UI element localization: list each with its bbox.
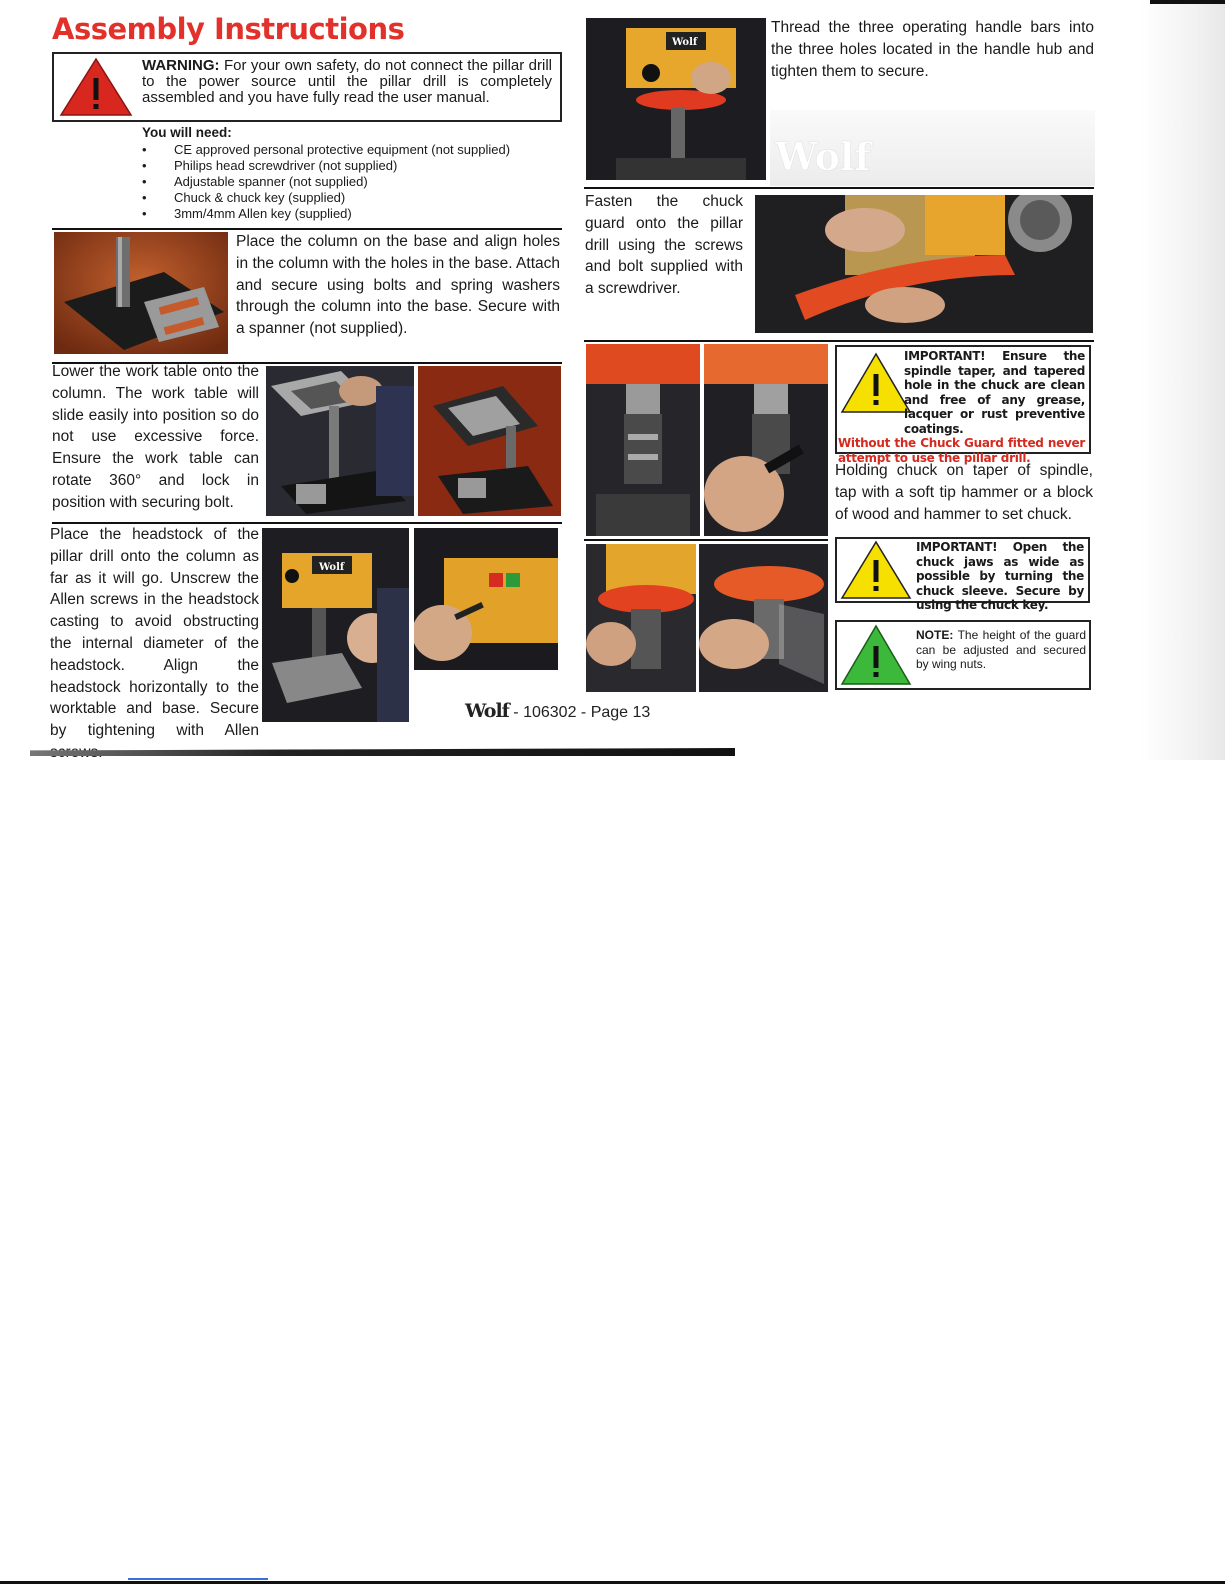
important-1-label: IMPORTANT! (904, 349, 986, 363)
page-bottom-border (0, 1581, 1225, 1584)
note-triangle-icon (840, 624, 912, 686)
photo-chuck-4 (699, 544, 828, 692)
photo-chuck-1 (586, 344, 700, 536)
page-footer (465, 700, 650, 722)
photo-column-base (54, 232, 228, 354)
photo-work-table-2 (418, 366, 561, 516)
requirements-title: You will need: (142, 125, 232, 140)
photo-brand-label: Wolf (319, 562, 345, 573)
requirement-item: • CE approved personal protective equipment (not supplied) (142, 142, 510, 158)
photo-handles (586, 18, 766, 180)
divider (584, 539, 828, 541)
footer-brand-logo: Wolf (465, 700, 509, 722)
important-note-2 (916, 540, 1084, 613)
requirement-item: • Philips head screwdriver (not supplied) (142, 158, 510, 174)
warning-triangle-icon (58, 56, 134, 118)
page-title: Assembly Instructions (52, 12, 405, 46)
step-table-text: Lower the work table onto the column. The work table will slide easily into position so do not use excessive force. Ensure the work table can rotate 360° and lock in position with securing bolt. (52, 363, 259, 511)
important-1-content (838, 349, 1085, 436)
photo-work-table-1 (266, 366, 414, 516)
note-body: The height of the guard can be adjusted and secured by wing nuts. (916, 628, 1087, 671)
warning-label: WARNING: (142, 57, 220, 74)
photo-headstock-2 (414, 528, 558, 670)
requirement-item: • Chuck & chuck key (supplied) (142, 190, 510, 206)
important-note-1 (838, 349, 1085, 465)
important-1-text: Ensure the spindle taper, and tapered hole in the chuck are clean and free of any grease, lacquer or rust preventive coatings. (904, 349, 1085, 436)
scan-artifact-line (128, 1578, 268, 1580)
photo-chuck-2 (704, 344, 828, 536)
warning-body: For your own safety, do not connect the pillar drill to the power source until the pillar drill is completely assembled and you have fully read the user manual. (142, 57, 553, 106)
step-guard-text: Fasten the chuck guard onto the pillar drill using the screws and bolt supplied with a screwdriver. (585, 193, 743, 298)
photo-drill-background (770, 110, 1095, 186)
requirement-item: • Adjustable spanner (not supplied) (142, 174, 510, 190)
divider (584, 187, 1094, 189)
step-column-text: Place the column on the base and align holes in the column with the holes in the base. Attach and secure using bolts and spring washers through the column into the base. Secure with a spanner (not supplied). (236, 233, 560, 338)
important-1-red-text: Without the Chuck Guard fitted never attempt to use the pillar drill. (838, 436, 1085, 465)
warning-text (142, 58, 552, 106)
photo-chuck-guard (755, 195, 1093, 333)
note-label: NOTE: (916, 628, 954, 642)
important-2-label: IMPORTANT! (916, 540, 998, 554)
divider (52, 228, 562, 230)
photo-brand-label: Wolf (775, 134, 871, 179)
important-2-text: Open the chuck jaws as wide as possible by turning the chuck sleeve. Secure by using the chuck key. (916, 540, 1084, 612)
requirements-list (142, 142, 510, 222)
step-headstock-text: Place the headstock of the pillar drill onto the column as far as it will go. Unscrew the Allen screws in the headstock casting to avoid obstructing the internal diameter of the headstock. Align the headstock horizontally to the worktable and base. Secure by tightening with Allen (50, 526, 259, 740)
step-handles-text: Thread the three operating handle bars into the three holes located in the handle hub and tighten them to secure. (771, 19, 1094, 80)
divider (584, 340, 1094, 342)
caution-triangle-icon (840, 540, 912, 600)
footer-page-info: - 106302 - Page 13 (508, 704, 651, 721)
requirement-item: • 3mm/4mm Allen key (supplied) (142, 206, 510, 222)
step-chuck-text: Holding chuck on taper of spindle, tap with a soft tip hammer or a block of wood and hammer to set chuck. (835, 462, 1093, 523)
photo-brand-label: Wolf (672, 37, 698, 48)
note-text (916, 628, 1086, 672)
top-edge-bar (1150, 0, 1225, 4)
page-edge-shadow (1140, 0, 1225, 760)
photo-headstock-1 (262, 528, 409, 722)
photo-chuck-3 (586, 544, 696, 692)
